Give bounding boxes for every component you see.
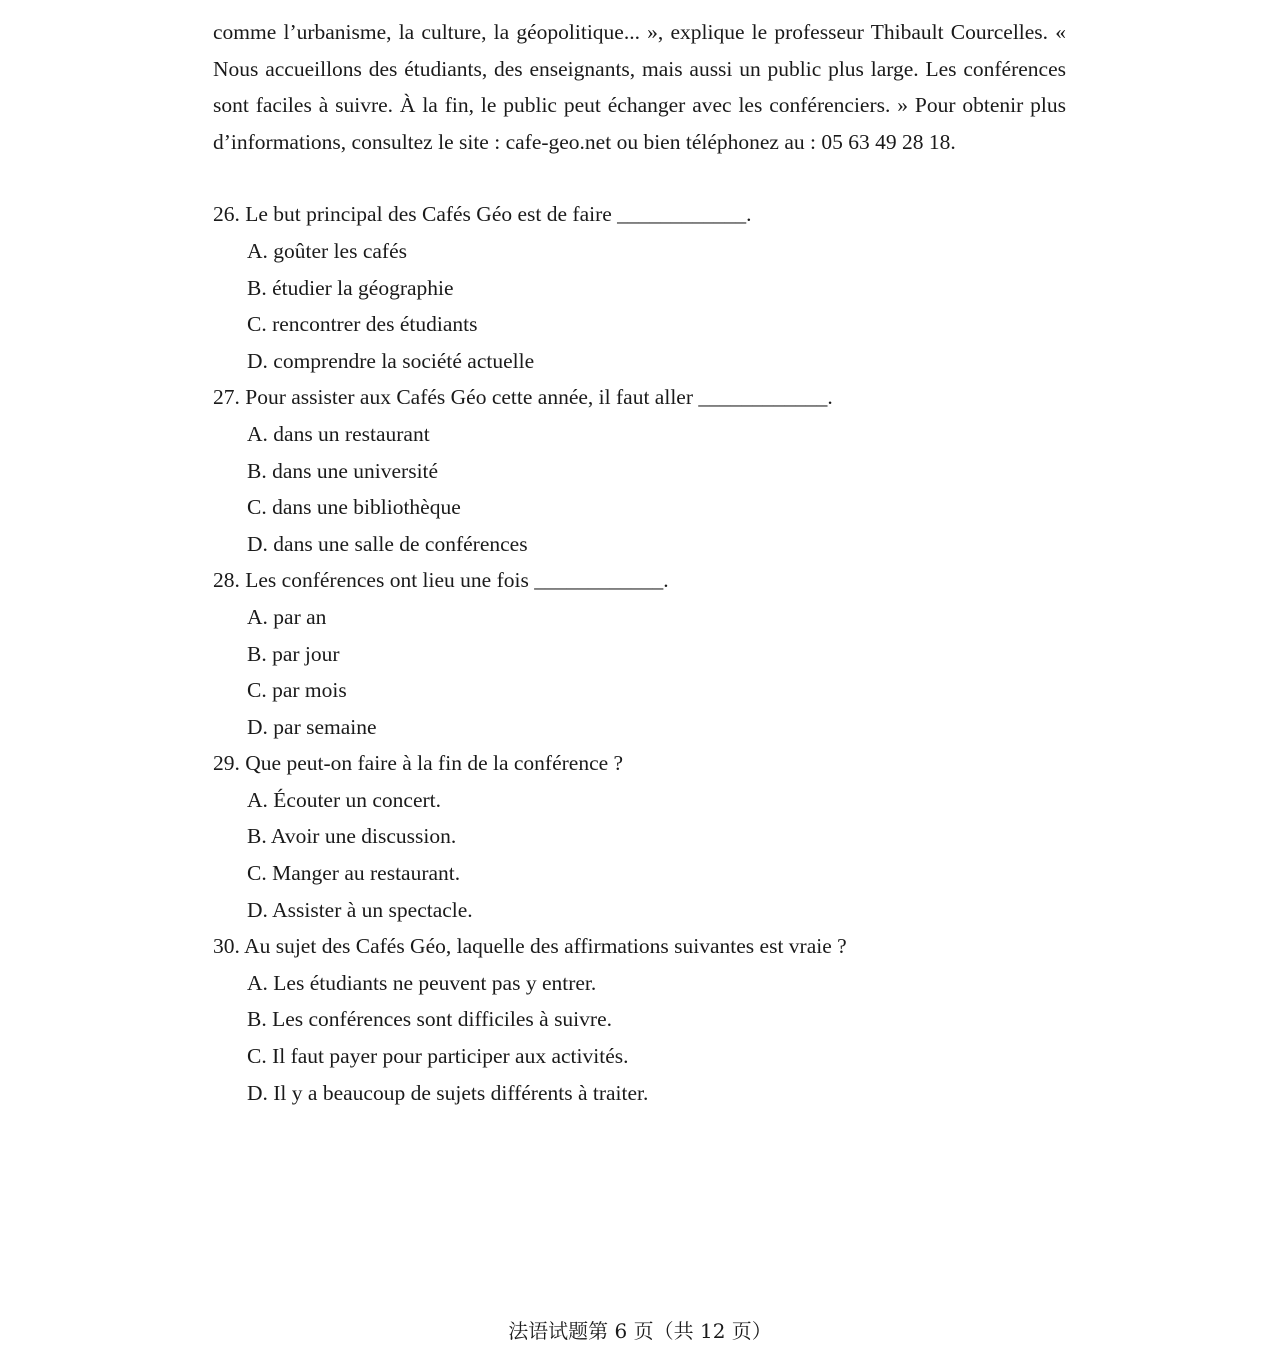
- question-26: [213, 196, 1066, 379]
- option-d: D. par semaine: [247, 714, 377, 739]
- option-a: A. goûter les cafés: [247, 238, 407, 263]
- option-d: D. Assister à un spectacle.: [247, 897, 473, 922]
- option-c: C. dans une bibliothèque: [247, 495, 461, 520]
- question-stem: 30. Au sujet des Cafés Géo, laquelle des affirmations suivantes est vraie ?: [213, 934, 847, 959]
- option-c: C. Il faut payer pour participer aux activités.: [247, 1044, 629, 1069]
- option-a: A. dans un restaurant: [247, 421, 430, 446]
- option-c: C. Manger au restaurant.: [247, 861, 461, 886]
- question-30: [213, 928, 1066, 1111]
- option-a: A. Les étudiants ne peuvent pas y entrer.: [247, 970, 597, 995]
- option-d: D. dans une salle de conférences: [247, 531, 528, 556]
- option-c: C. par mois: [247, 678, 347, 703]
- page-footer: 法语试题第 6 页（共 12 页）: [508, 1319, 772, 1343]
- question-list: [213, 196, 1066, 1111]
- option-a: A. par an: [247, 604, 327, 629]
- option-b: B. dans une université: [247, 458, 439, 483]
- question-stem: 26. Le but principal des Cafés Géo est de faire ____________.: [213, 202, 752, 227]
- question-stem: 29. Que peut-on faire à la fin de la conférence ?: [213, 751, 624, 776]
- question-29: [213, 745, 1066, 928]
- exam-page: [213, 14, 1066, 1111]
- option-b: B. Les conférences sont difficiles à suivre.: [247, 1007, 612, 1032]
- option-b: B. Avoir une discussion.: [247, 824, 457, 849]
- option-b: B. étudier la géographie: [247, 275, 454, 300]
- option-d: D. Il y a beaucoup de sujets différents à traiter.: [247, 1080, 649, 1105]
- option-b: B. par jour: [247, 641, 340, 666]
- question-stem: 28. Les conférences ont lieu une fois ____________.: [213, 568, 669, 593]
- option-a: A. Écouter un concert.: [247, 787, 442, 812]
- question-stem: 27. Pour assister aux Cafés Géo cette année, il faut aller ____________.: [213, 385, 833, 410]
- option-d: D. comprendre la société actuelle: [247, 348, 535, 373]
- option-c: C. rencontrer des étudiants: [247, 312, 478, 337]
- question-27: [213, 379, 1066, 562]
- question-28: [213, 562, 1066, 745]
- reading-passage: comme l’urbanisme, la culture, la géopolitique... », explique le professeur Thibault Courcelles. « Nous accueillons des étudiants, des enseignants, mais aussi un public plus large. Les conférences sont faciles à suivre. À la fin, le public peut échanger avec les conférenciers. » Pour obtenir plus d’informations, consultez le site : cafe-geo.net ou bien téléphonez au : 05 63 49 28 18.: [213, 20, 1066, 154]
